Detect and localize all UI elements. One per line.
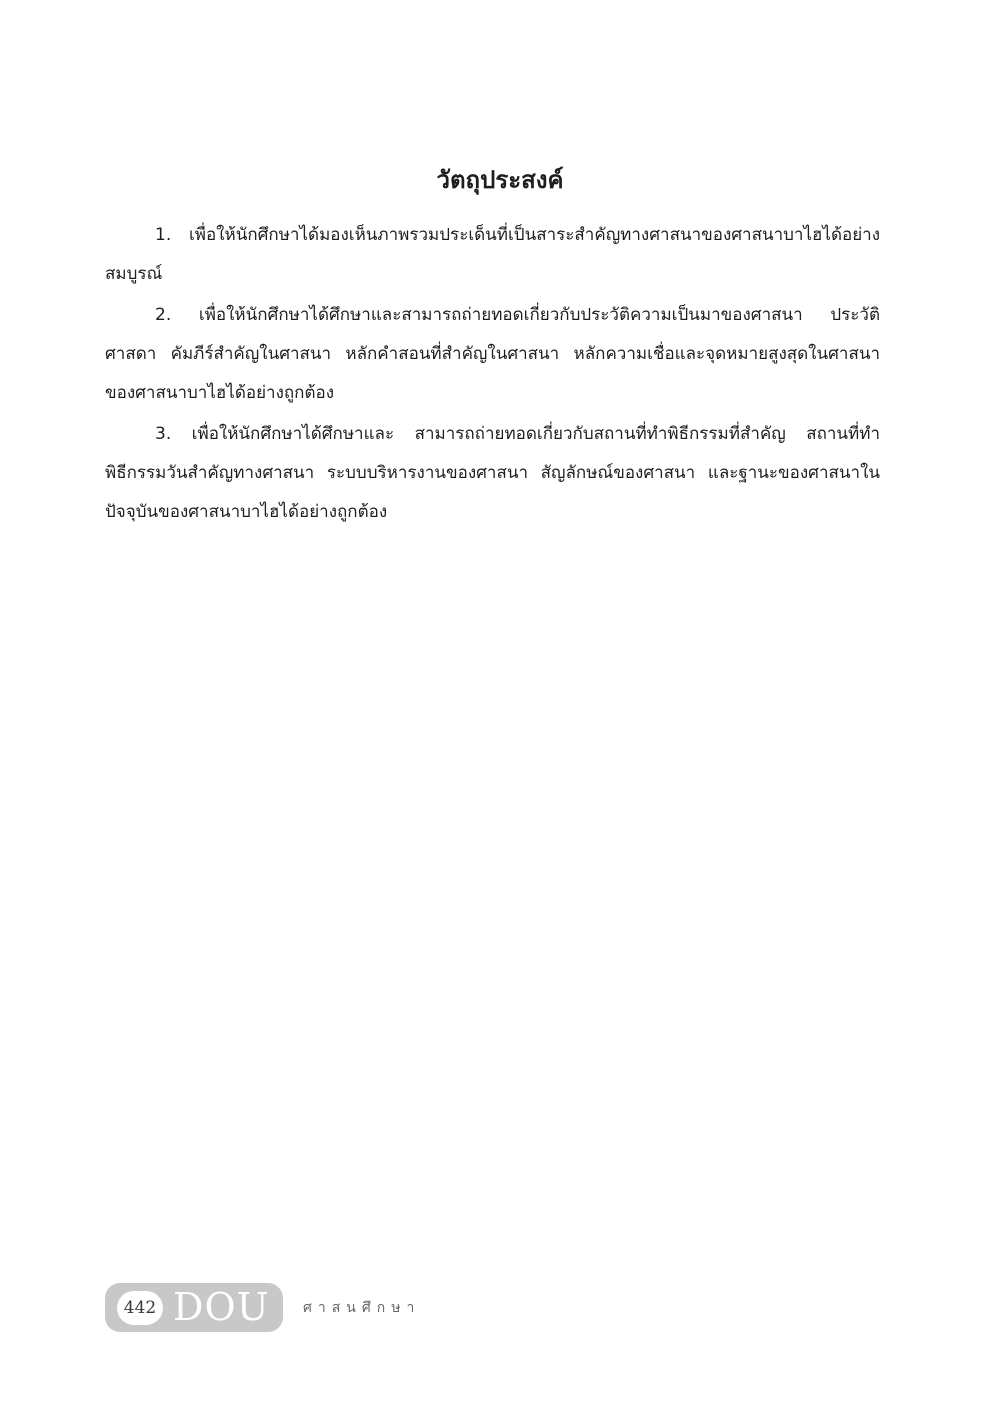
course-name: ศาสนศึกษา [303,1299,421,1316]
objective-paragraph-1: 1. เพื่อให้นักศึกษาได้มองเห็นภาพรวมประเด็นที่เป็นสาระสำคัญทางศาสนาของศาสนาบาไฮได้อย่างสมบูรณ์ [105,225,880,284]
objective-paragraph-3: 3. เพื่อให้นักศึกษาได้ศึกษาและ สามารถถ่ายทอดเกี่ยวกับสถานที่ทำพิธีกรรมที่สำคัญ สถานที่ทำพิธีกรรมวันสำคัญทางศาสนา ระบบบริหารงานของศาสนา สัญลักษณ์ของศาสนา และฐานะของศาสนาในปัจจุบันของศาสนาบาไฮได้อย่างถูกต้อง [105,424,880,522]
page-number: 442 [117,1291,163,1325]
objective-paragraph-2: 2. เพื่อให้นักศึกษาได้ศึกษาและสามารถถ่ายทอดเกี่ยวกับประวัติความเป็นมาของศาสนา ประวัติศาสดา คัมภีร์สำคัญในศาสนา หลักคำสอนที่สำคัญในศาสนา หลักความเชื่อและจุดหมายสูงสุดในศาสนาของศาสนาบาไฮได้อย่างถูกต้อง [105,305,880,403]
objectives-body [105,216,880,534]
footer-badge [105,1283,283,1332]
page-footer [105,1283,420,1332]
brand-logo: DOU [173,1285,270,1329]
page-title: วัตถุประสงค์ [436,166,564,194]
